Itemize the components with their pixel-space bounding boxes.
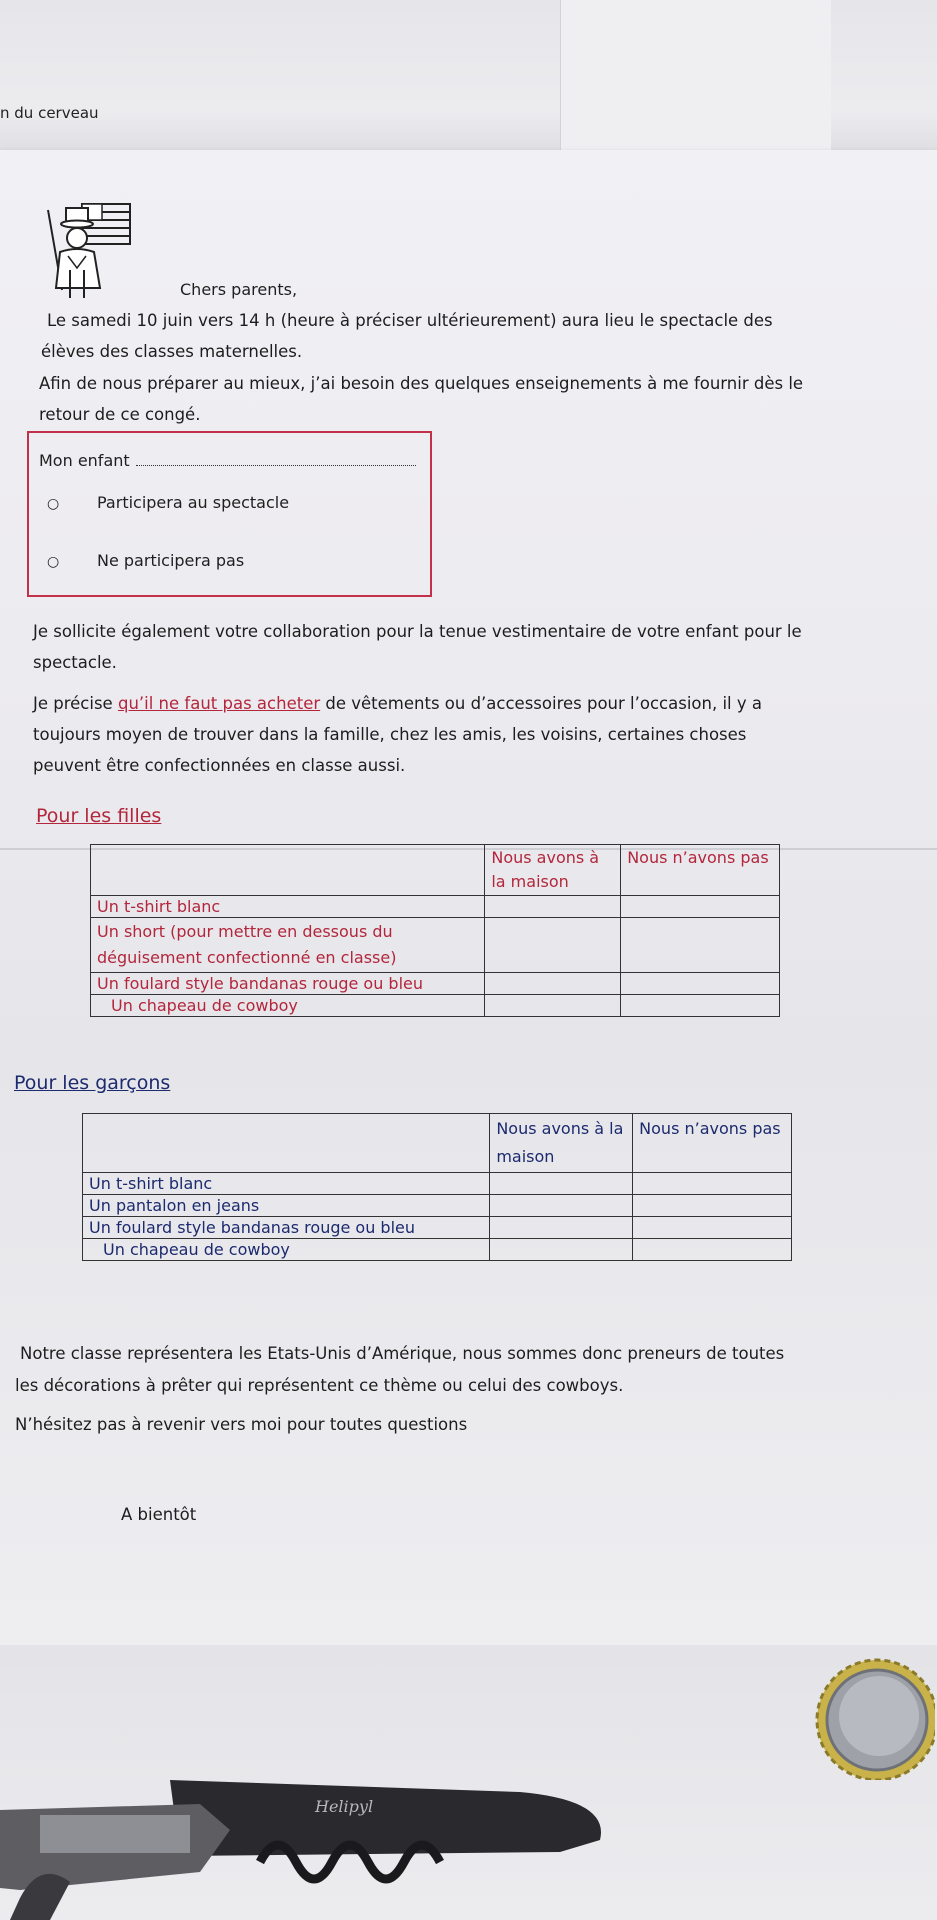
- table-row: Un t-shirt blanc: [83, 1173, 792, 1195]
- checkbox-cell[interactable]: [490, 1239, 633, 1261]
- table-header-row: [91, 845, 780, 896]
- bottle-cap-icon: [805, 1650, 935, 1780]
- background-sheet: [560, 0, 831, 155]
- checkbox-cell[interactable]: [621, 973, 780, 995]
- col-have: Nous avons à la maison: [490, 1114, 633, 1173]
- corkscrew-brand-text: Helipyl: [315, 1797, 374, 1816]
- checkbox-cell[interactable]: [490, 1195, 633, 1217]
- checkbox-cell[interactable]: [621, 918, 780, 973]
- table-row: Un foulard style bandanas rouge ou bleu: [91, 973, 780, 995]
- greeting: Chers parents,: [180, 280, 298, 299]
- checkbox-cell[interactable]: [485, 995, 621, 1017]
- checkbox-cell[interactable]: [633, 1217, 792, 1239]
- corkscrew-icon: [0, 1760, 620, 1920]
- paragraph-request: Afin de nous préparer au mieux, j’ai besoin des quelques enseignements à me fournir dès le retour de ce congé.: [39, 374, 804, 424]
- col-not-have: Nous n’avons pas: [621, 845, 780, 896]
- child-name-blank[interactable]: [136, 453, 416, 466]
- checkbox-cell[interactable]: [621, 896, 780, 918]
- table-row: Un chapeau de cowboy: [91, 995, 780, 1017]
- table-row: Un t-shirt blanc: [91, 896, 780, 918]
- child-name-line: [39, 451, 416, 470]
- checkbox-cell[interactable]: [485, 896, 621, 918]
- checkbox-cell[interactable]: [485, 918, 621, 973]
- checkbox-cell[interactable]: [633, 1239, 792, 1261]
- checkbox-cell[interactable]: [490, 1217, 633, 1239]
- paragraph-decorations: Notre classe représentera les Etats-Unis d’Amérique, nous sommes donc preneurs de toutes les décorations à prêter qui représentent ce thème ou celui des cowboys.: [15, 1344, 785, 1395]
- uncle-sam-clipart-icon: [42, 200, 134, 300]
- signoff: A bientôt: [121, 1505, 197, 1524]
- boys-table: [82, 1113, 792, 1261]
- table-row: Un chapeau de cowboy: [83, 1239, 792, 1261]
- child-name-label: Mon enfant: [39, 451, 130, 470]
- paragraph-intro: Le samedi 10 juin vers 14 h (heure à préciser ultérieurement) aura lieu le spectacle des élèves des classes maternelles.: [41, 311, 773, 361]
- girls-section-title: Pour les filles: [36, 805, 162, 827]
- letter-page: [0, 150, 937, 1645]
- option-not-participate[interactable]: ○ Ne participera pas: [47, 551, 245, 570]
- checkbox-cell[interactable]: [490, 1173, 633, 1195]
- table-row: Un foulard style bandanas rouge ou bleu: [83, 1217, 792, 1239]
- table-header-row: [83, 1114, 792, 1173]
- checkbox-cell[interactable]: [633, 1173, 792, 1195]
- paragraph-no-purchase: Je précise qu’il ne faut pas acheter de vêtements ou d’accessoires pour l’occasion, il y a toujours moyen de trouver dans la famille, chez les amis, les voisins, certaines choses peuvent être confectionnées en classe aussi.: [33, 694, 762, 775]
- paragraph-questions: N’hésitez pas à revenir vers moi pour toutes questions: [15, 1415, 468, 1434]
- checkbox-cell[interactable]: [633, 1195, 792, 1217]
- radio-circle-icon[interactable]: ○: [47, 554, 60, 570]
- highlight-no-purchase: qu’il ne faut pas acheter: [117, 694, 321, 713]
- col-not-have: Nous n’avons pas: [633, 1114, 792, 1173]
- table-row: Un pantalon en jeans: [83, 1195, 792, 1217]
- radio-circle-icon[interactable]: ○: [47, 496, 60, 512]
- girls-table: [90, 844, 780, 1017]
- checkbox-cell[interactable]: [485, 973, 621, 995]
- option-participate[interactable]: ○ Participera au spectacle: [47, 493, 290, 512]
- participation-form: [27, 431, 432, 597]
- paragraph-clothing: Je sollicite également votre collaboration pour la tenue vestimentaire de votre enfant pour le spectacle.: [33, 622, 802, 672]
- table-row: Un short (pour mettre en dessous du déguisement confectionné en classe): [91, 918, 780, 973]
- boys-section-title: Pour les garçons: [14, 1072, 171, 1094]
- checkbox-cell[interactable]: [621, 995, 780, 1017]
- top-sheet-text: n du cerveau: [0, 104, 99, 122]
- col-have: Nous avons à la maison: [485, 845, 621, 896]
